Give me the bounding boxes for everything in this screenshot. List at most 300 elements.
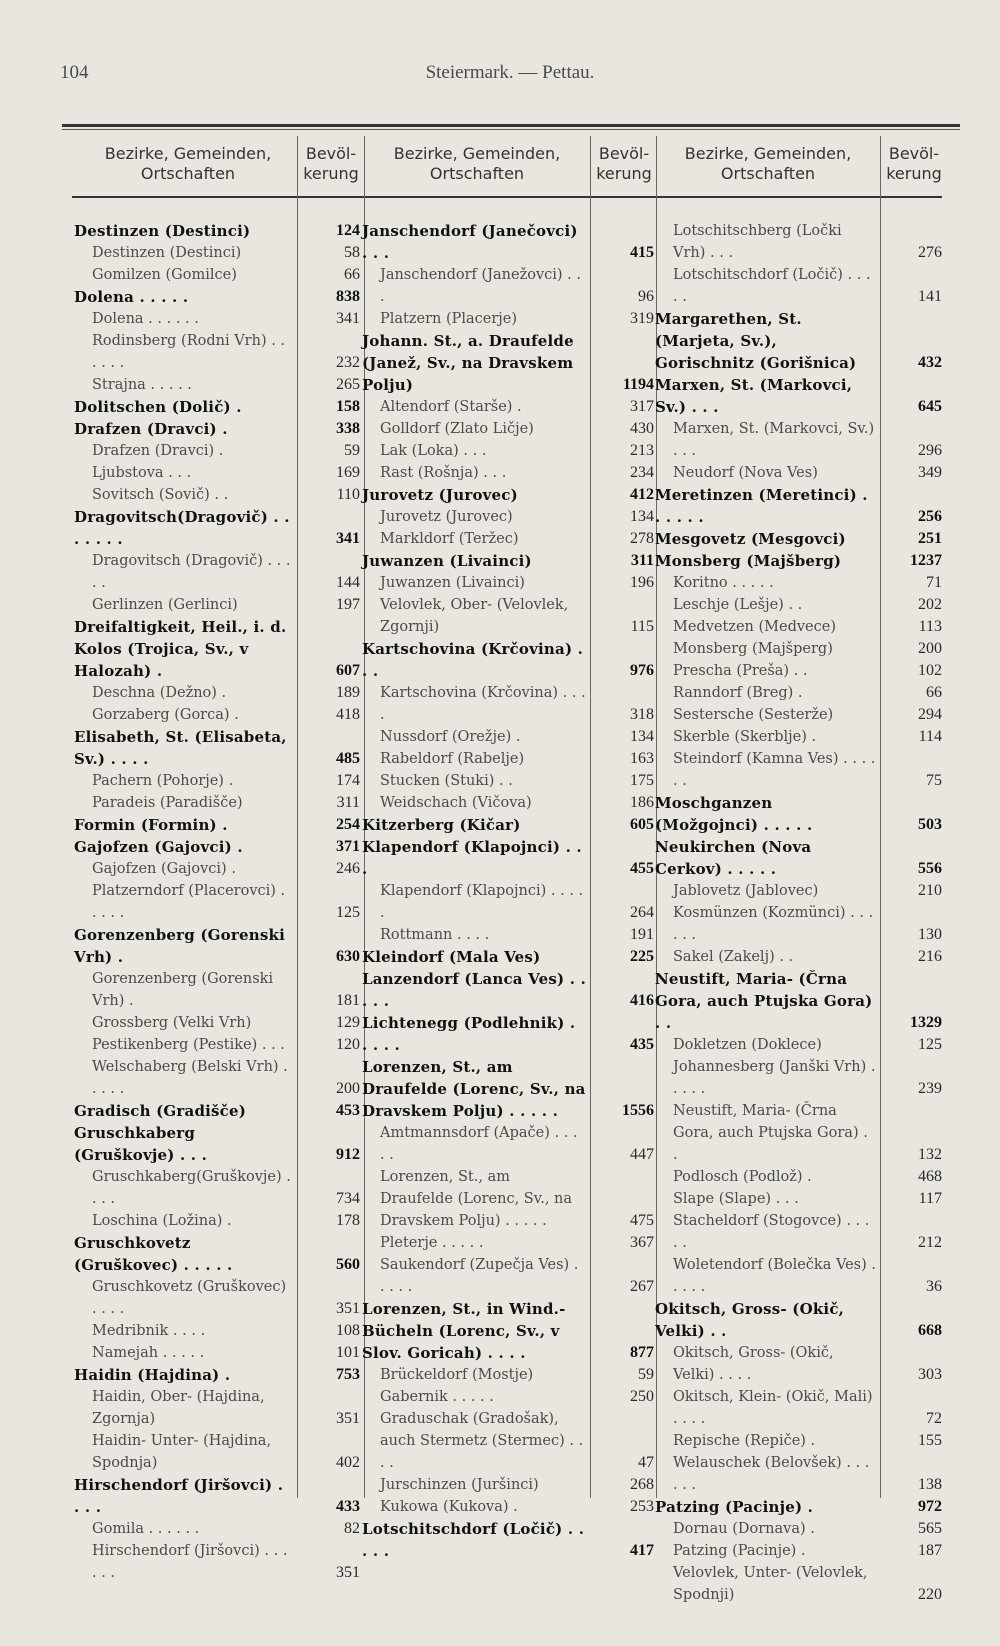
list-item: [74, 880, 360, 924]
place-name: Jurovetz (Jurovec): [362, 486, 518, 504]
list-item: [74, 462, 360, 484]
place-name: Welschaberg (Belski Vrh) . . . . .: [92, 1059, 288, 1097]
place-name: Formin (Formin) .: [74, 816, 228, 834]
place-name: Destinzen (Destinci): [74, 222, 251, 240]
list-item: [655, 748, 942, 792]
population-value: 47: [638, 1454, 654, 1471]
place-name: Gabernik . . . . .: [380, 1389, 494, 1405]
place-name: Moschganzen (Možgojnci) . . . . .: [655, 794, 813, 834]
population-value: 430: [630, 420, 654, 437]
population-value: 129: [336, 1014, 360, 1031]
list-item: [655, 528, 942, 550]
list-item: [362, 1474, 654, 1496]
place-name: Gajofzen (Gajovci) .: [92, 861, 236, 877]
place-name: Brückeldorf (Mostje): [380, 1367, 534, 1383]
population-value: 174: [336, 772, 360, 789]
list-item: [362, 726, 654, 748]
list-item: [655, 638, 942, 660]
place-name: Juwanzen (Livainci): [380, 575, 525, 591]
list-item: [74, 1342, 360, 1364]
column-header-name: Bezirke, Gemeinden, Ortschaften: [104, 144, 272, 183]
population-value: 155: [918, 1432, 942, 1449]
list-item: [655, 220, 942, 264]
list-item: [362, 968, 654, 1012]
place-name: Kleindorf (Mala Ves): [362, 948, 541, 966]
place-name: Gerlinzen (Gerlinci): [92, 597, 238, 613]
list-item: [74, 858, 360, 880]
list-item: [74, 1320, 360, 1342]
population-value: 125: [918, 1036, 942, 1053]
top-rule-thin: [62, 129, 960, 130]
population-value: 402: [336, 1454, 360, 1471]
place-name: Neustift, Maria- (Črna Gora, auch Ptujska Gora) . .: [655, 970, 873, 1032]
place-name: Strajna . . . . .: [92, 377, 192, 393]
list-item: [362, 946, 654, 968]
population-value: 220: [918, 1586, 942, 1603]
place-name: Gomila . . . . . .: [92, 1521, 200, 1537]
population-value: 108: [336, 1322, 360, 1339]
list-item: [74, 264, 360, 286]
population-value: 102: [918, 662, 942, 679]
place-name: Rast (Rošnja) . . .: [380, 465, 507, 481]
list-item: [655, 836, 942, 880]
place-name: Markldorf (Teržec): [380, 531, 519, 547]
list-item: [74, 1056, 360, 1100]
list-item: [655, 1342, 942, 1386]
population-value: 556: [918, 860, 942, 877]
population-value: 239: [918, 1080, 942, 1097]
list-item: [655, 594, 942, 616]
place-name: Hirschendorf (Jiršovci) . . . .: [74, 1476, 284, 1516]
list-item: [74, 308, 360, 330]
place-name: Gruschkaberg (Gruškovje) . . .: [74, 1124, 208, 1164]
list-item: [655, 1562, 942, 1606]
place-name: Amtmannsdorf (Apače) . . . . .: [380, 1125, 578, 1163]
place-name: Hirschendorf (Jiršovci) . . . . . .: [92, 1543, 288, 1581]
place-name: Drafzen (Dravci) .: [92, 443, 224, 459]
list-item: [74, 594, 360, 616]
population-value: 485: [336, 750, 360, 767]
list-item: [74, 726, 360, 770]
place-name: Janschendorf (Janežovci) . . .: [380, 267, 581, 305]
population-value: 71: [926, 574, 942, 591]
place-name: Prescha (Preša) . .: [673, 663, 808, 679]
list-item: [362, 308, 654, 330]
list-item: [655, 1254, 942, 1298]
place-name: Marxen, St. (Markovci, Sv.) . . .: [673, 421, 875, 459]
place-name: Skerble (Skerblje) .: [673, 729, 817, 745]
place-name: Johann. St., a. Draufelde (Janež, Sv., na Dravskem Polju): [362, 332, 574, 394]
population-value: 1329: [910, 1014, 942, 1031]
list-item: [655, 1210, 942, 1254]
list-item: [362, 1122, 654, 1166]
population-value: 178: [336, 1212, 360, 1229]
population-value: 341: [336, 530, 360, 547]
list-item: [655, 1188, 942, 1210]
population-value: 447: [630, 1146, 654, 1163]
list-item: [362, 330, 654, 396]
list-item: [362, 1254, 654, 1298]
population-value: 114: [918, 728, 942, 745]
place-name: Lichtenegg (Podlehnik) . . . . .: [362, 1014, 576, 1054]
population-value: 468: [918, 1168, 942, 1185]
list-item: [655, 946, 942, 968]
list-item: [74, 836, 360, 858]
list-item: [362, 550, 654, 572]
population-value: 475: [630, 1212, 654, 1229]
population-value: 66: [344, 266, 360, 283]
place-name: Lotschitschberg (Ločki Vrh) . . .: [673, 223, 842, 261]
list-item: [362, 220, 654, 264]
running-title: Steiermark. — Pettau.: [425, 62, 595, 83]
list-item: [74, 242, 360, 264]
column-header-population: Bevöl- kerung: [303, 144, 359, 183]
list-item: [74, 1232, 360, 1276]
population-value: 197: [336, 596, 360, 613]
population-value: 59: [344, 442, 360, 459]
place-name: Lorenzen, St., am Draufelde (Lorenc, Sv., na Dravskem Polju) . . . . .: [362, 1058, 586, 1120]
place-name: Pleterje . . . . .: [380, 1235, 484, 1251]
place-name: Patzing (Pacinje) .: [673, 1543, 806, 1559]
population-value: 645: [918, 398, 942, 415]
place-name: Stucken (Stuki) . .: [380, 773, 513, 789]
population-value: 418: [336, 706, 360, 723]
population-value: 66: [926, 684, 942, 701]
place-name: Dragovitsch (Dragovič) . . . . .: [92, 553, 291, 591]
list-item: [74, 1034, 360, 1056]
population-value: 371: [336, 838, 360, 855]
list-item: [362, 1518, 654, 1562]
population-value: 75: [926, 772, 942, 789]
place-name: Graduschak (Gradošak), auch Stermetz (Stermec) . . . .: [380, 1411, 584, 1471]
population-value: 200: [336, 1080, 360, 1097]
population-value: 668: [918, 1322, 942, 1339]
place-name: Drafzen (Dravci) .: [74, 420, 228, 438]
place-name: Gruschkaberg(Gruškovje) . . . .: [92, 1169, 291, 1207]
list-item: [655, 1166, 942, 1188]
list-item: [74, 1276, 360, 1320]
population-value: 250: [630, 1388, 654, 1405]
place-name: Leschje (Lešje) . .: [673, 597, 803, 613]
population-value: 560: [336, 1256, 360, 1273]
list-item: [362, 814, 654, 836]
place-name: Marxen, St. (Markovci, Sv.) . . .: [655, 376, 853, 416]
population-value: 351: [336, 1410, 360, 1427]
population-value: 753: [336, 1366, 360, 1383]
table-column-1: [74, 220, 360, 1584]
place-name: Lorenzen, St., in Wind.-Bücheln (Lorenc, Sv., v Slov. Goricah) . . . .: [362, 1300, 566, 1362]
list-item: [655, 264, 942, 308]
list-item: [362, 396, 654, 418]
place-name: Jurschinzen (Juršinci): [380, 1477, 539, 1493]
list-item: [74, 1430, 360, 1474]
population-value: 202: [918, 596, 942, 613]
population-value: 196: [630, 574, 654, 591]
list-item: [655, 462, 942, 484]
place-name: Lak (Loka) . . .: [380, 443, 487, 459]
place-name: Haidin (Hajdina) .: [74, 1366, 231, 1384]
population-value: 124: [336, 222, 360, 239]
list-item: [74, 506, 360, 550]
place-name: Velovlek, Ober- (Velovlek, Zgornji): [380, 597, 569, 635]
place-name: Weidschach (Vičova): [380, 795, 532, 811]
place-name: Loschina (Ložina) .: [92, 1213, 232, 1229]
place-name: Gorenzenberg (Gorenski Vrh) .: [74, 926, 285, 966]
place-name: Gruschkovetz (Gruškovec) . . . . .: [74, 1234, 233, 1274]
place-name: Lotschitschdorf (Ločič) . . . . .: [362, 1520, 585, 1560]
population-value: 565: [918, 1520, 942, 1537]
population-value: 115: [630, 618, 654, 635]
population-value: 210: [918, 882, 942, 899]
page-header: [60, 62, 960, 92]
list-item: [362, 572, 654, 594]
place-name: Kosmünzen (Kozmünci) . . . . . .: [673, 905, 874, 943]
list-item: [362, 1496, 654, 1518]
place-name: Destinzen (Destinci): [92, 245, 242, 261]
list-item: [655, 550, 942, 572]
population-value: 138: [918, 1476, 942, 1493]
place-name: Dolena . . . . .: [74, 288, 189, 306]
place-name: Rottmann . . . .: [380, 927, 490, 943]
list-item: [74, 440, 360, 462]
population-value: 367: [630, 1234, 654, 1251]
list-item: [74, 1474, 360, 1518]
place-name: Platzerndorf (Placerovci) . . . . .: [92, 883, 286, 921]
list-item: [655, 704, 942, 726]
place-name: Koritno . . . . .: [673, 575, 774, 591]
place-name: Kartschovina (Krčovina) . . . .: [380, 685, 586, 723]
population-value: 433: [336, 1498, 360, 1515]
population-value: 503: [918, 816, 942, 833]
list-item: [362, 506, 654, 528]
place-name: Medribnik . . . .: [92, 1323, 206, 1339]
place-name: Okitsch, Gross- (Okič, Velki) . .: [655, 1300, 845, 1340]
population-value: 607: [336, 662, 360, 679]
place-name: Sestersche (Sesterže): [673, 707, 834, 723]
population-value: 416: [630, 992, 654, 1009]
population-value: 120: [336, 1036, 360, 1053]
place-name: Slape (Slape) . . .: [673, 1191, 799, 1207]
population-value: 417: [630, 1542, 654, 1559]
list-item: [655, 418, 942, 462]
place-name: Meretinzen (Meretinci) . . . . . .: [655, 486, 868, 526]
population-value: 59: [638, 1366, 654, 1383]
population-value: 319: [630, 310, 654, 327]
list-item: [362, 418, 654, 440]
population-value: 200: [918, 640, 942, 657]
place-name: Grossberg (Velki Vrh): [92, 1015, 252, 1031]
list-item: [74, 924, 360, 968]
place-name: Margarethen, St. (Marjeta, Sv.), Gorischnitz (Gorišnica): [655, 310, 857, 372]
list-item: [362, 1166, 654, 1232]
place-name: Sakel (Zakelj) . .: [673, 949, 794, 965]
population-value: 191: [630, 926, 654, 943]
population-value: 296: [918, 442, 942, 459]
place-name: Neukirchen (Nova Cerkov) . . . . .: [655, 838, 812, 878]
population-value: 311: [336, 794, 360, 811]
place-name: Patzing (Pacinje) .: [655, 1498, 814, 1516]
place-name: Monsberg (Majšberg): [655, 552, 842, 570]
population-value: 912: [336, 1146, 360, 1163]
population-value: 175: [630, 772, 654, 789]
population-value: 144: [336, 574, 360, 591]
place-name: Dolena . . . . . .: [92, 311, 199, 327]
place-name: Podlosch (Podlož) .: [673, 1169, 812, 1185]
list-item: [655, 484, 942, 528]
population-value: 630: [336, 948, 360, 965]
list-item: [362, 264, 654, 308]
list-item: [655, 572, 942, 594]
place-name: Klapendorf (Klapojnci) . . .: [362, 838, 582, 878]
population-value: 276: [918, 244, 942, 261]
population-value: 58: [344, 244, 360, 261]
list-item: [655, 902, 942, 946]
population-value: 349: [918, 464, 942, 481]
list-item: [362, 484, 654, 506]
column-header-population: Bevöl- kerung: [886, 144, 942, 183]
place-name: Ranndorf (Breg) .: [673, 685, 803, 701]
population-value: 268: [630, 1476, 654, 1493]
list-item: [362, 1364, 654, 1386]
place-name: Saukendorf (Zupečja Ves) . . . . .: [380, 1257, 579, 1295]
population-value: 278: [630, 530, 654, 547]
top-rule: [62, 124, 960, 127]
place-name: Gorenzenberg (Gorenski Vrh) .: [92, 971, 274, 1009]
population-value: 72: [926, 1410, 942, 1427]
population-value: 303: [918, 1366, 942, 1383]
population-value: 82: [344, 1520, 360, 1537]
population-value: 256: [918, 508, 942, 525]
place-name: Mesgovetz (Mesgovci): [655, 530, 846, 548]
place-name: Deschna (Dežno) .: [92, 685, 227, 701]
population-value: 169: [336, 464, 360, 481]
place-name: Dolitschen (Dolič) .: [74, 398, 242, 416]
population-value: 294: [918, 706, 942, 723]
list-item: [74, 1364, 360, 1386]
list-item: [362, 792, 654, 814]
place-name: Lorenzen, St., am Draufelde (Lorenc, Sv., na Dravskem Polju) . . . . .: [380, 1169, 573, 1229]
list-item: [655, 880, 942, 902]
list-item: [655, 1056, 942, 1100]
place-name: Steindorf (Kamna Ves) . . . . . .: [673, 751, 876, 789]
place-name: Dornau (Dornava) .: [673, 1521, 815, 1537]
population-value: 605: [630, 816, 654, 833]
list-item: [655, 1386, 942, 1430]
population-value: 412: [630, 486, 654, 503]
population-value: 189: [336, 684, 360, 701]
list-item: [74, 1540, 360, 1584]
population-value: 317: [630, 398, 654, 415]
column-header-population: Bevöl- kerung: [596, 144, 652, 183]
list-item: [74, 330, 360, 374]
population-value: 734: [336, 1190, 360, 1207]
population-value: 36: [926, 1278, 942, 1295]
list-item: [74, 682, 360, 704]
population-value: 415: [630, 244, 654, 261]
place-name: Gorzaberg (Gorca) .: [92, 707, 239, 723]
table-column-2: [362, 220, 654, 1562]
place-name: Kitzerberg (Kičar): [362, 816, 521, 834]
population-value: 213: [630, 442, 654, 459]
table-column-3: [655, 220, 942, 1606]
place-name: Medvetzen (Medvece): [673, 619, 836, 635]
list-item: [362, 682, 654, 726]
place-name: Elisabeth, St. (Elisabeta, Sv.) . . . .: [74, 728, 287, 768]
place-name: Namejah . . . . .: [92, 1345, 205, 1361]
place-name: Welauschek (Belovšek) . . . . . .: [673, 1455, 870, 1493]
population-value: 163: [630, 750, 654, 767]
list-item: [74, 814, 360, 836]
list-item: [362, 528, 654, 550]
population-value: 96: [638, 288, 654, 305]
place-name: Kukowa (Kukova) .: [380, 1499, 518, 1515]
population-value: 1556: [622, 1102, 654, 1119]
place-name: Stacheldorf (Stogovce) . . . . .: [673, 1213, 870, 1251]
list-item: [74, 484, 360, 506]
place-name: Gruschkovetz (Gruškovec) . . . .: [92, 1279, 287, 1317]
list-item: [74, 968, 360, 1012]
place-name: Dragovitsch(Dragovič) . . . . . . .: [74, 508, 290, 548]
header-rule: [72, 196, 942, 198]
list-item: [362, 770, 654, 792]
list-item: [362, 1012, 654, 1056]
population-value: 253: [630, 1498, 654, 1515]
list-item: [655, 1540, 942, 1562]
place-name: Rodinsberg (Rodni Vrh) . . . . . .: [92, 333, 286, 371]
population-value: 877: [630, 1344, 654, 1361]
list-item: [655, 616, 942, 638]
place-name: Repische (Repiče) .: [673, 1433, 816, 1449]
list-item: [74, 792, 360, 814]
list-item: [362, 638, 654, 682]
list-item: [74, 220, 360, 242]
list-item: [74, 418, 360, 440]
population-value: 435: [630, 1036, 654, 1053]
place-name: Ljubstova . . .: [92, 465, 192, 481]
list-item: [74, 1166, 360, 1210]
population-value: 141: [918, 288, 942, 305]
list-item: [362, 594, 654, 638]
population-value: 113: [918, 618, 942, 635]
population-value: 234: [630, 464, 654, 481]
population-value: 341: [336, 310, 360, 327]
list-item: [74, 704, 360, 726]
list-item: [74, 1122, 360, 1166]
population-value: 455: [630, 860, 654, 877]
list-item: [655, 374, 942, 418]
place-name: Gomilzen (Gomilce): [92, 267, 237, 283]
place-name: Altendorf (Starše) .: [380, 399, 522, 415]
place-name: Okitsch, Klein- (Okič, Mali) . . . .: [673, 1389, 873, 1427]
place-name: Kartschovina (Krčovina) . . .: [362, 640, 584, 680]
list-item: [655, 308, 942, 374]
list-item: [74, 286, 360, 308]
list-item: [362, 440, 654, 462]
place-name: Haidin- Unter- (Hajdina, Spodnja): [92, 1433, 272, 1471]
list-item: [655, 1496, 942, 1518]
list-item: [655, 1034, 942, 1056]
place-name: Pestikenberg (Pestike) . . .: [92, 1037, 285, 1053]
list-item: [362, 1408, 654, 1474]
list-item: [655, 1452, 942, 1496]
list-item: [362, 1056, 654, 1122]
population-value: 246: [336, 860, 360, 877]
list-item: [655, 726, 942, 748]
list-item: [655, 792, 942, 836]
place-name: Paradeis (Paradišče): [92, 795, 243, 811]
list-item: [362, 836, 654, 880]
list-item: [655, 1430, 942, 1452]
